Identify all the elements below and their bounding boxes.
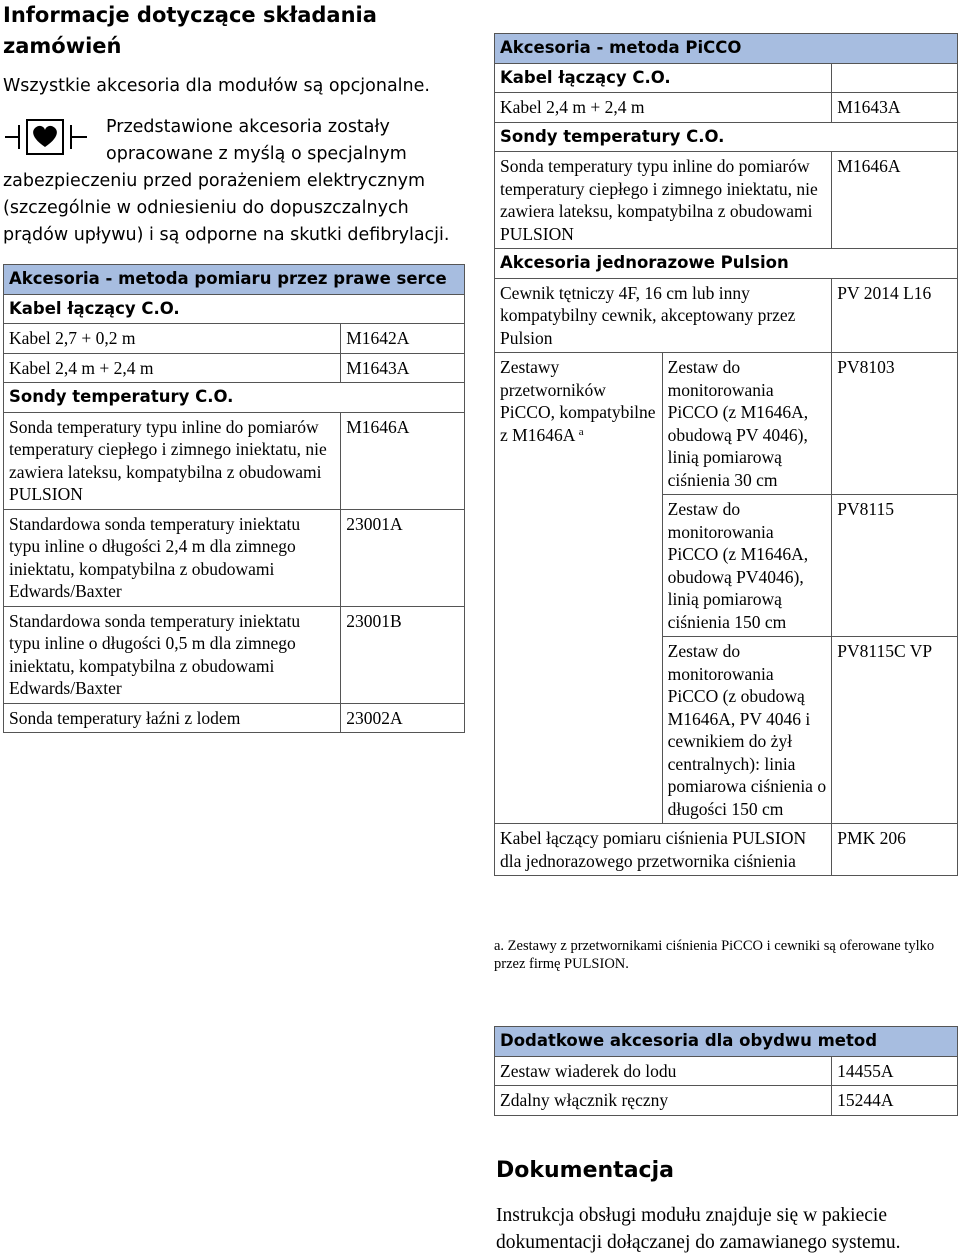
documentation-title: Dokumentacja — [496, 1158, 674, 1183]
item-code: 15244A — [832, 1086, 958, 1116]
item-code: 14455A — [832, 1056, 958, 1086]
item-description: Sonda temperatury typu inline do pomiarów temperatury ciepłego i zimnego iniektatu, nie zawiera lateksu, kompatybilna z obudowami PULSION — [4, 412, 341, 509]
table-row — [495, 824, 958, 876]
group-title: Sondy temperatury C.O. — [495, 122, 958, 152]
table-row — [4, 509, 465, 606]
item-code: M1643A — [341, 353, 465, 383]
left-column — [3, 0, 465, 245]
group-title: Kabel łączący C.O. — [4, 294, 465, 324]
item-description: Standardowa sonda temperatury iniektatu typu inline o długości 2,4 m dla zimnego iniektatu, kompatybilna z obudowami Edwards/Baxter — [4, 509, 341, 606]
table-row — [495, 152, 958, 249]
section-title: Informacje dotyczące składania zamówień — [3, 3, 377, 58]
item-description: Zestaw do monitorowania PiCCO (z obudową M1646A, PV 4046 i cewnikiem do żył centralnych): linia pomiarowa ciśnienia o długości 150 cm — [662, 637, 832, 824]
item-code: M1643A — [832, 93, 958, 123]
item-description: Sonda temperatury łaźni z lodem — [4, 703, 341, 733]
item-description: Kabel 2,4 m + 2,4 m — [4, 353, 341, 383]
item-description: Sonda temperatury typu inline do pomiarów temperatury ciepłego i zimnego iniektatu, nie zawiera lateksu, kompatybilna z obudowami PULSION — [495, 152, 832, 249]
item-description: Zestaw wiaderek do lodu — [495, 1056, 832, 1086]
item-code: PV8115C VP — [832, 637, 958, 824]
item-code: M1646A — [832, 152, 958, 249]
item-description: Cewnik tętniczy 4F, 16 cm lub inny kompatybilny cewnik, akceptowany przez Pulsion — [495, 278, 832, 353]
documentation-text: Instrukcja obsługi modułu znajduje się w pakiecie dokumentacji dołączanej do zamawianego systemu. — [496, 1205, 901, 1253]
table-row — [4, 353, 465, 383]
table-row — [495, 278, 958, 353]
table-row — [495, 353, 958, 495]
item-code: PV8103 — [832, 353, 958, 495]
group-title: Kabel łączący C.O. — [495, 63, 832, 93]
table-header: Akcesoria - metoda PiCCO — [495, 34, 958, 64]
item-code: 23001A — [341, 509, 465, 606]
item-description: Standardowa sonda temperatury iniektatu typu inline o długości 0,5 m dla zimnego iniektatu, kompatybilna z obudowami Edwards/Baxter — [4, 606, 341, 703]
item-code: 23001B — [341, 606, 465, 703]
table-header: Akcesoria - metoda pomiaru przez prawe serce — [4, 265, 465, 295]
item-description: Kabel 2,4 m + 2,4 m — [495, 93, 832, 123]
footnote-mark: a — [578, 425, 584, 438]
table-row — [4, 412, 465, 509]
group-title: Akcesoria jednorazowe Pulsion — [495, 249, 958, 279]
item-description: Kabel łączący pomiaru ciśnienia PULSION dla jednorazowego przetwornika ciśnienia — [495, 824, 832, 876]
right-heart-accessories-table — [3, 264, 465, 733]
extra-accessories-table — [494, 1026, 958, 1116]
table-row — [4, 324, 465, 354]
table-header: Dodatkowe akcesoria dla obydwu metod — [495, 1027, 958, 1057]
item-code: PV8115 — [832, 495, 958, 637]
item-code: 23002A — [341, 703, 465, 733]
item-code: PMK 206 — [832, 824, 958, 876]
warning-text: Przedstawione akcesoria zostały opracowane z myślą o specjalnym zabezpieczeniu przed porażeniem elektrycznym (szczególnie w odniesieniu do dopuszczalnych prądów upływu) i są odporne na skutki defibrylacji. — [3, 117, 450, 245]
footnote: a. Zestawy z przetwornikami ciśnienia PiCCO i cewniki są oferowane tylko przez firmę PULSION. — [494, 938, 935, 972]
item-description: Zestaw do monitorowania PiCCO (z M1646A, obudową PV4046), linią pomiarową ciśnienia 150 cm — [662, 495, 832, 637]
item-description: Kabel 2,7 + 0,2 m — [4, 324, 341, 354]
table-row — [495, 1086, 958, 1116]
item-code: PV 2014 L16 — [832, 278, 958, 353]
table-row — [4, 703, 465, 733]
table-row — [4, 606, 465, 703]
kit-group-label: Zestawy przetworników PiCCO, kompatybilne z M1646A $^a$ — [495, 353, 663, 824]
intro-text: Wszystkie akcesoria dla modułów są opcjonalne. — [3, 76, 430, 96]
item-description: Zestaw do monitorowania PiCCO (z M1646A, obudową PV 4046), linią pomiarową ciśnienia 30 cm — [662, 353, 832, 495]
group-title: Sondy temperatury C.O. — [4, 383, 465, 413]
picco-accessories-table — [494, 33, 958, 876]
table-row — [495, 1056, 958, 1086]
table-row — [495, 93, 958, 123]
empty-cell — [832, 63, 958, 93]
item-code: M1642A — [341, 324, 465, 354]
item-description: Zdalny włącznik ręczny — [495, 1086, 832, 1116]
item-code: M1646A — [341, 412, 465, 509]
